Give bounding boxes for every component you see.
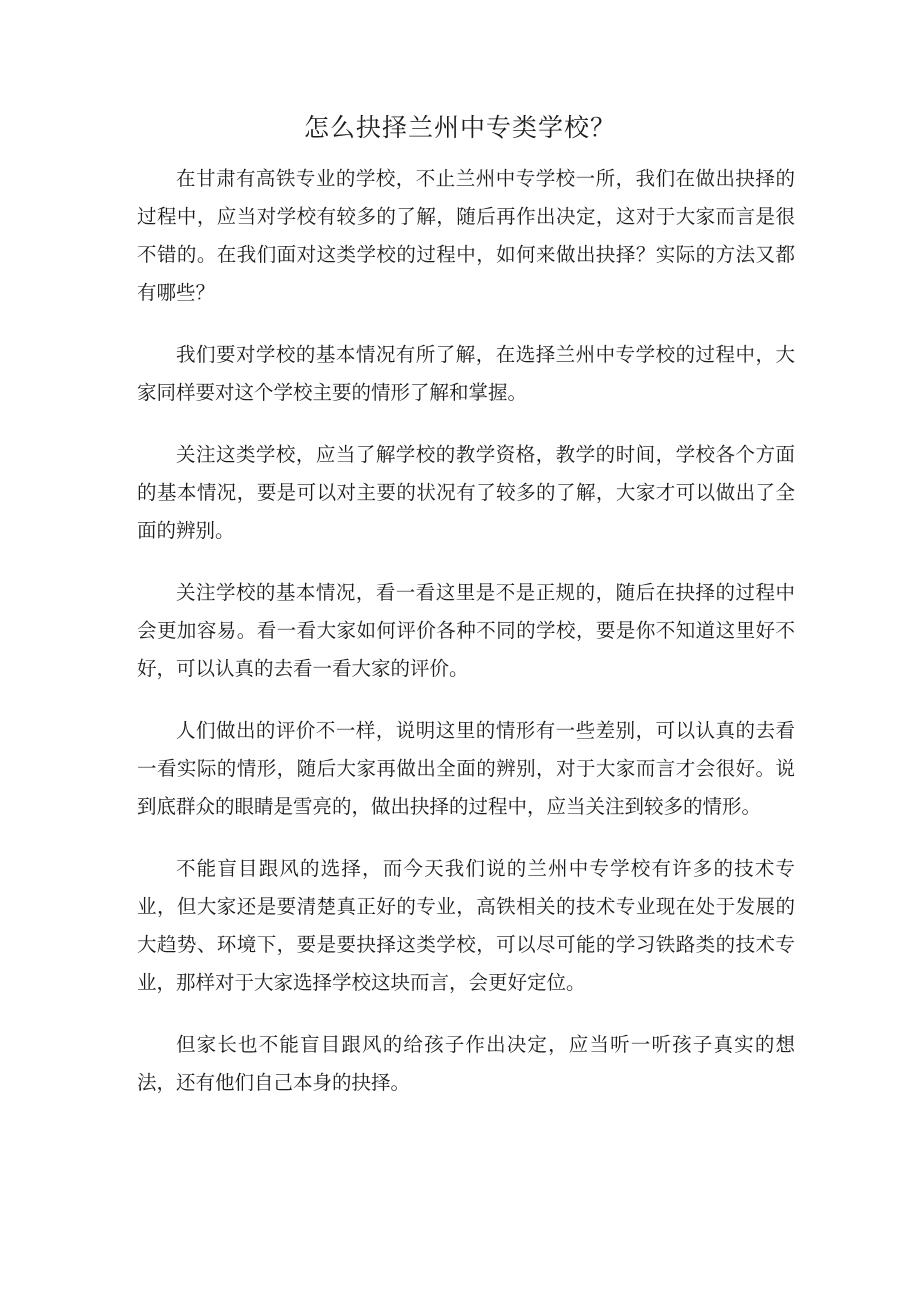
paragraph-2: 我们要对学校的基本情况有所了解，在选择兰州中专学校的过程中，大家同样要对这个学校主要的情形了解和掌握。 [137, 343, 795, 404]
paragraph-3: 关注这类学校，应当了解学校的教学资格，教学的时间，学校各个方面的基本情况，要是可以对主要的状况有了较多的了解，大家才可以做出了全面的辨别。 [137, 443, 795, 542]
paragraph-1: 在甘肃有高铁专业的学校，不止兰州中专学校一所，我们在做出抉择的过程中，应当对学校有较多的了解，随后再作出决定，这对于大家而言是很不错的。在我们面对这类学校的过程中，如何来做出抉择？实际的方法又都有哪些？ [137, 167, 795, 304]
paragraph-7: 但家长也不能盲目跟风的给孩子作出决定，应当听一听孩子真实的想法，还有他们自己本身的抉择。 [137, 1033, 795, 1094]
paragraph-5: 人们做出的评价不一样，说明这里的情形有一些差别，可以认真的去看一看实际的情形，随后大家再做出全面的辨别，对于大家而言才会很好。说到底群众的眼睛是雪亮的，做出抉择的过程中，应当关注到较多的情形。 [137, 719, 795, 818]
paragraph-4: 关注学校的基本情况，看一看这里是不是正规的，随后在抉择的过程中会更加容易。看一看大家如何评价各种不同的学校，要是你不知道这里好不好，可以认真的去看一看大家的评价。 [137, 581, 795, 680]
paragraph-6: 不能盲目跟风的选择，而今天我们说的兰州中专学校有许多的技术专业，但大家还是要清楚真正好的专业，高铁相关的技术专业现在处于发展的大趋势、环境下，要是要抉择这类学校，可以尽可能的学习铁路类的技术专业，那样对于大家选择学校这块而言，会更好定位。 [137, 857, 795, 994]
document-body [137, 160, 795, 1126]
document-title: 怎么抉择兰州中专类学校？ [303, 113, 616, 142]
